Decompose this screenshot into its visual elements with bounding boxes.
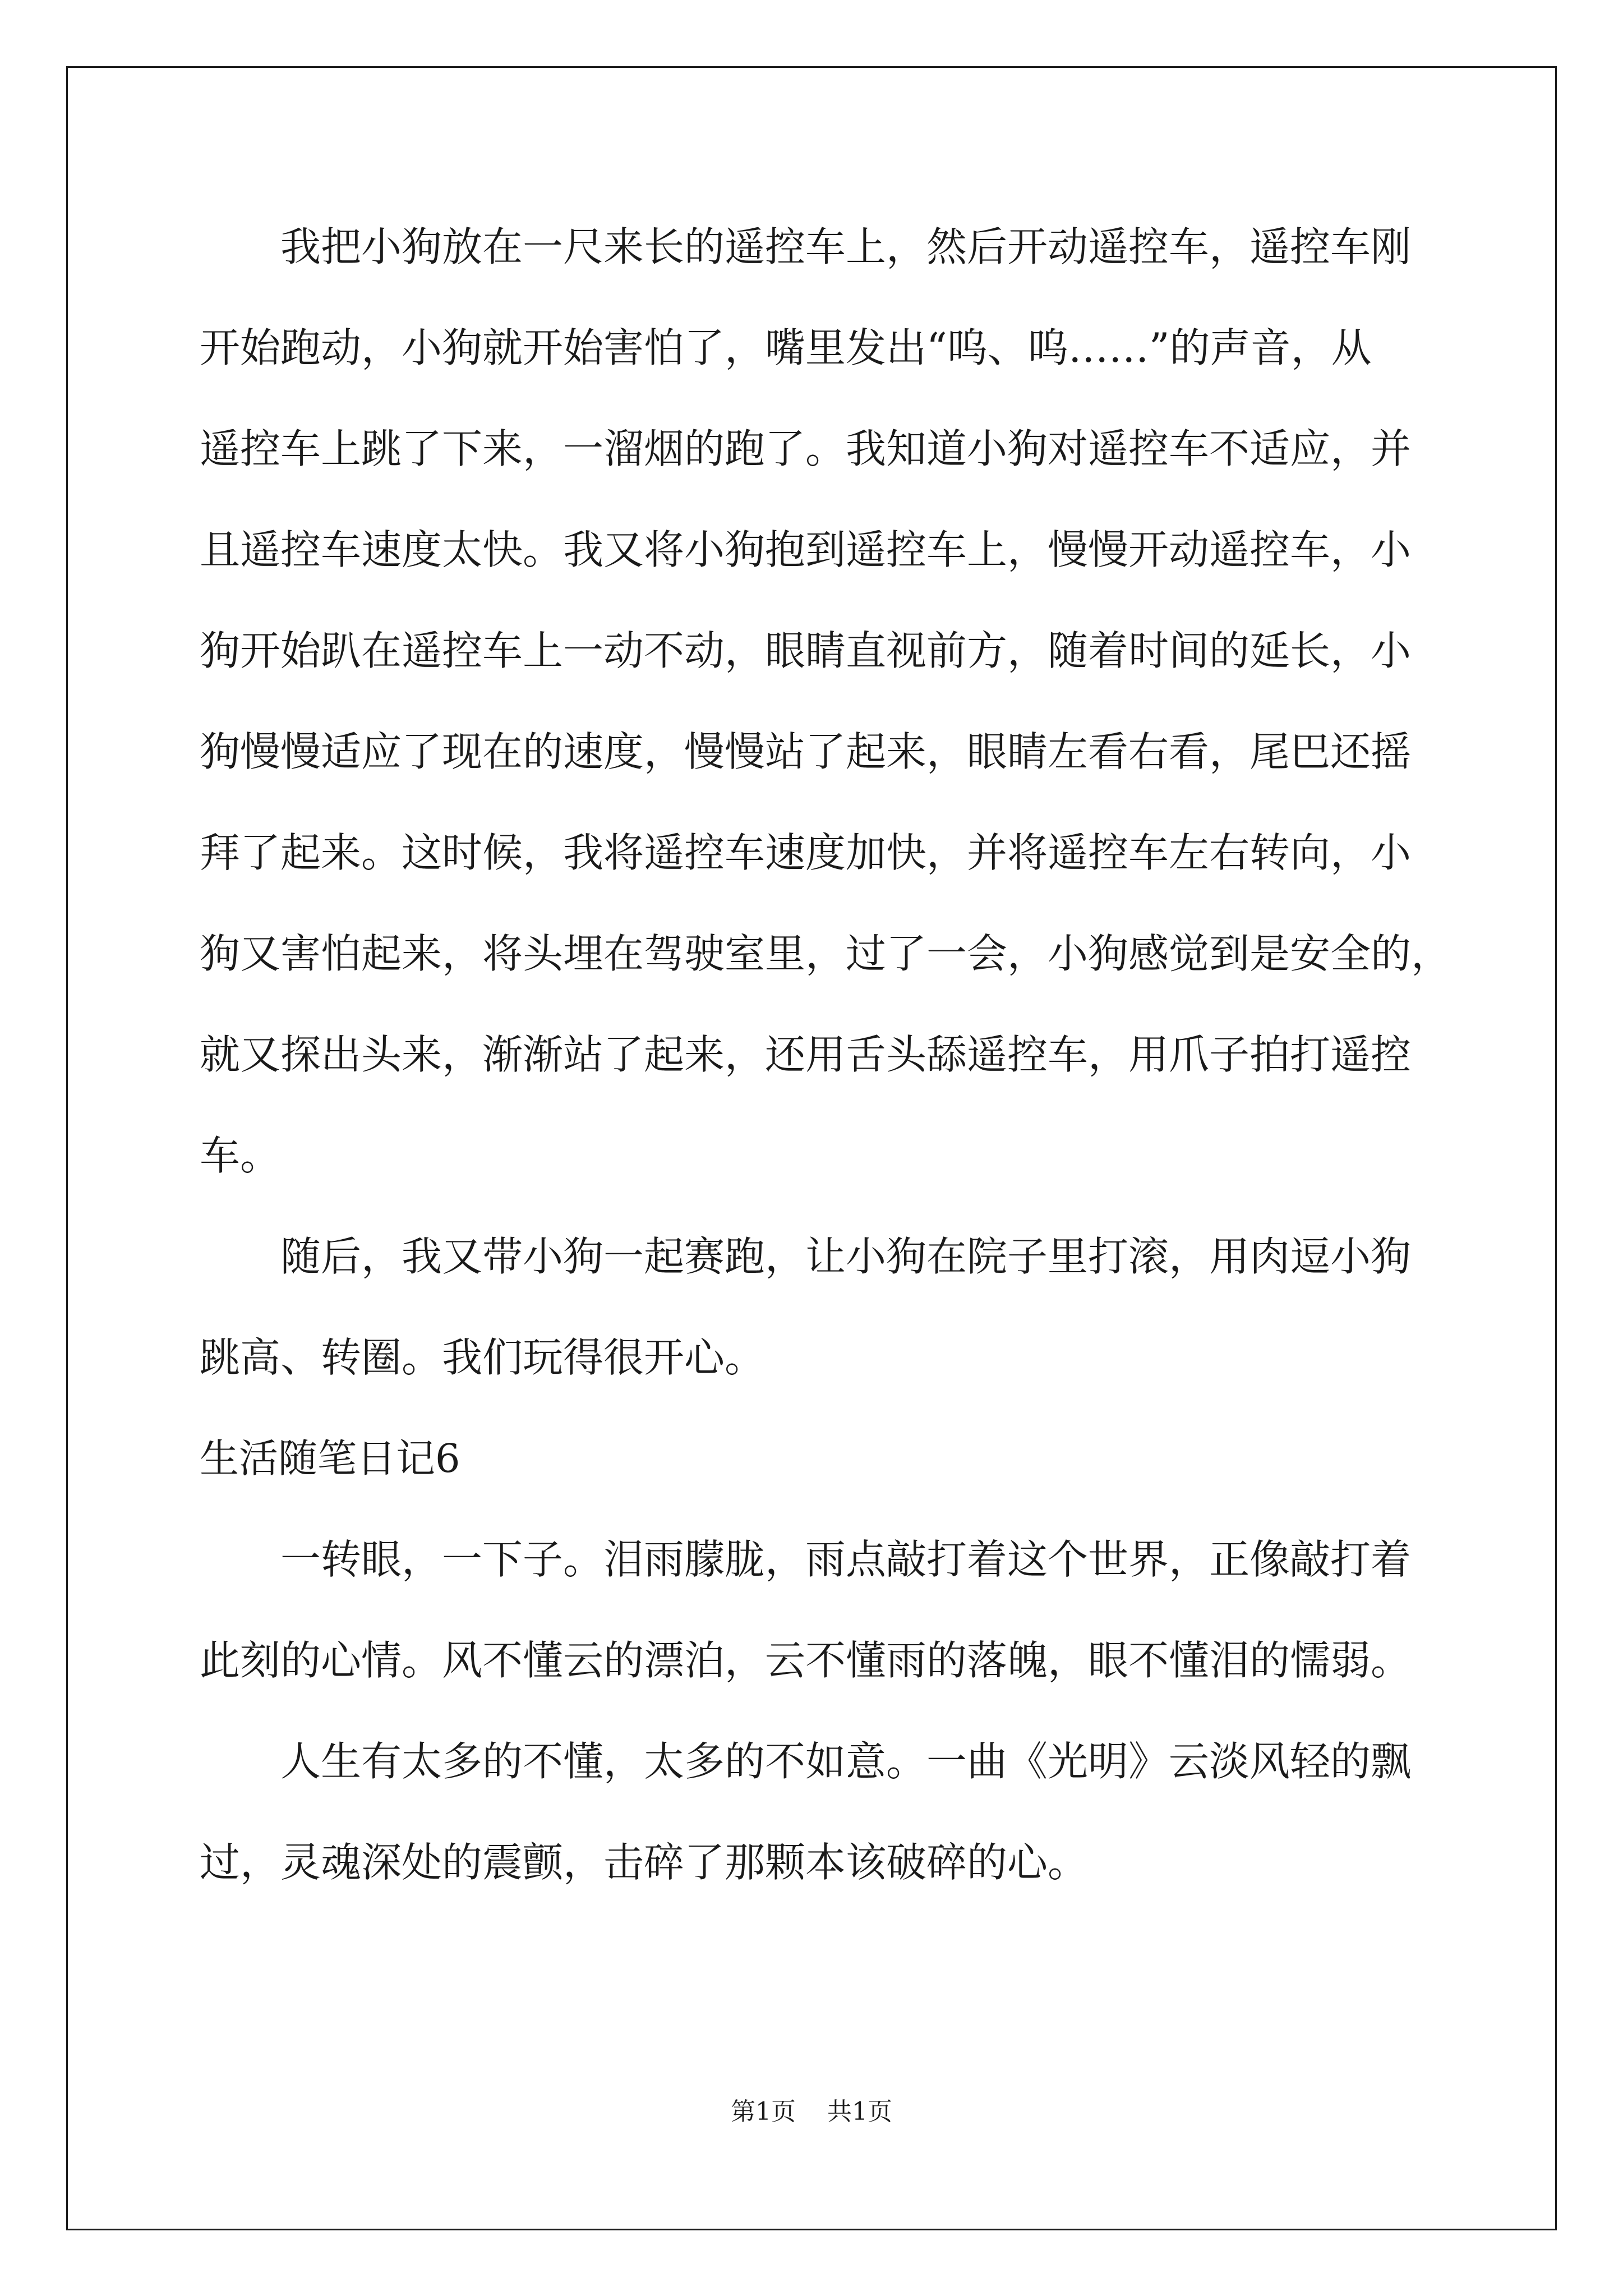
paragraph-line: 狗慢慢适应了现在的速度，慢慢站了起来，眼睛左看右看，尾巴还摇 (200, 728, 1412, 775)
page-footer: 第1页 共1页 (731, 2097, 892, 2126)
paragraph-line: 遥控车上跳了下来，一溜烟的跑了。我知道小狗对遥控车不适应，并 (200, 425, 1412, 472)
paragraph-line: 此刻的心情。风不懂云的漂泊，云不懂雨的落魄，眼不懂泪的懦弱。 (200, 1637, 1412, 1684)
document-body (200, 213, 1452, 1930)
paragraph-line: 狗又害怕起来，将头埋在驾驶室里，过了一会，小狗感觉到是安全的， (200, 930, 1452, 977)
paragraph-line: 就又探出头来，渐渐站了起来，还用舌头舔遥控车，用爪子拍打遥控 (200, 1031, 1412, 1078)
section-heading: 生活随笔日记6 (200, 1435, 460, 1481)
paragraph-line: 车。 (200, 1132, 281, 1179)
paragraph-line: 开始跑动，小狗就开始害怕了，嘴里发出“呜、呜……”的声音，从 (200, 324, 1372, 371)
paragraph-line: 我把小狗放在一尺来长的遥控车上，然后开动遥控车，遥控车刚 (280, 223, 1412, 270)
paragraph-line: 拜了起来。这时候，我将遥控车速度加快，并将遥控车左右转向，小 (200, 829, 1412, 876)
paragraph-line: 过，灵魂深处的震颤，击碎了那颗本该破碎的心。 (200, 1839, 1089, 1886)
paragraph-line: 随后，我又带小狗一起赛跑，让小狗在院子里打滚，用肉逗小狗 (280, 1233, 1412, 1280)
paragraph-line: 狗开始趴在遥控车上一动不动，眼睛直视前方，随着时间的延长，小 (200, 627, 1412, 674)
paragraph-line: 人生有太多的不懂，太多的不如意。一曲《光明》云淡风轻的飘 (280, 1738, 1412, 1785)
paragraph-line: 且遥控车速度太快。我又将小狗抱到遥控车上，慢慢开动遥控车，小 (200, 526, 1412, 573)
paragraph-line: 一转眼，一下子。泪雨朦胧，雨点敲打着这个世界，正像敲打着 (280, 1536, 1412, 1583)
paragraph-line: 跳高、转圈。我们玩得很开心。 (200, 1334, 766, 1381)
